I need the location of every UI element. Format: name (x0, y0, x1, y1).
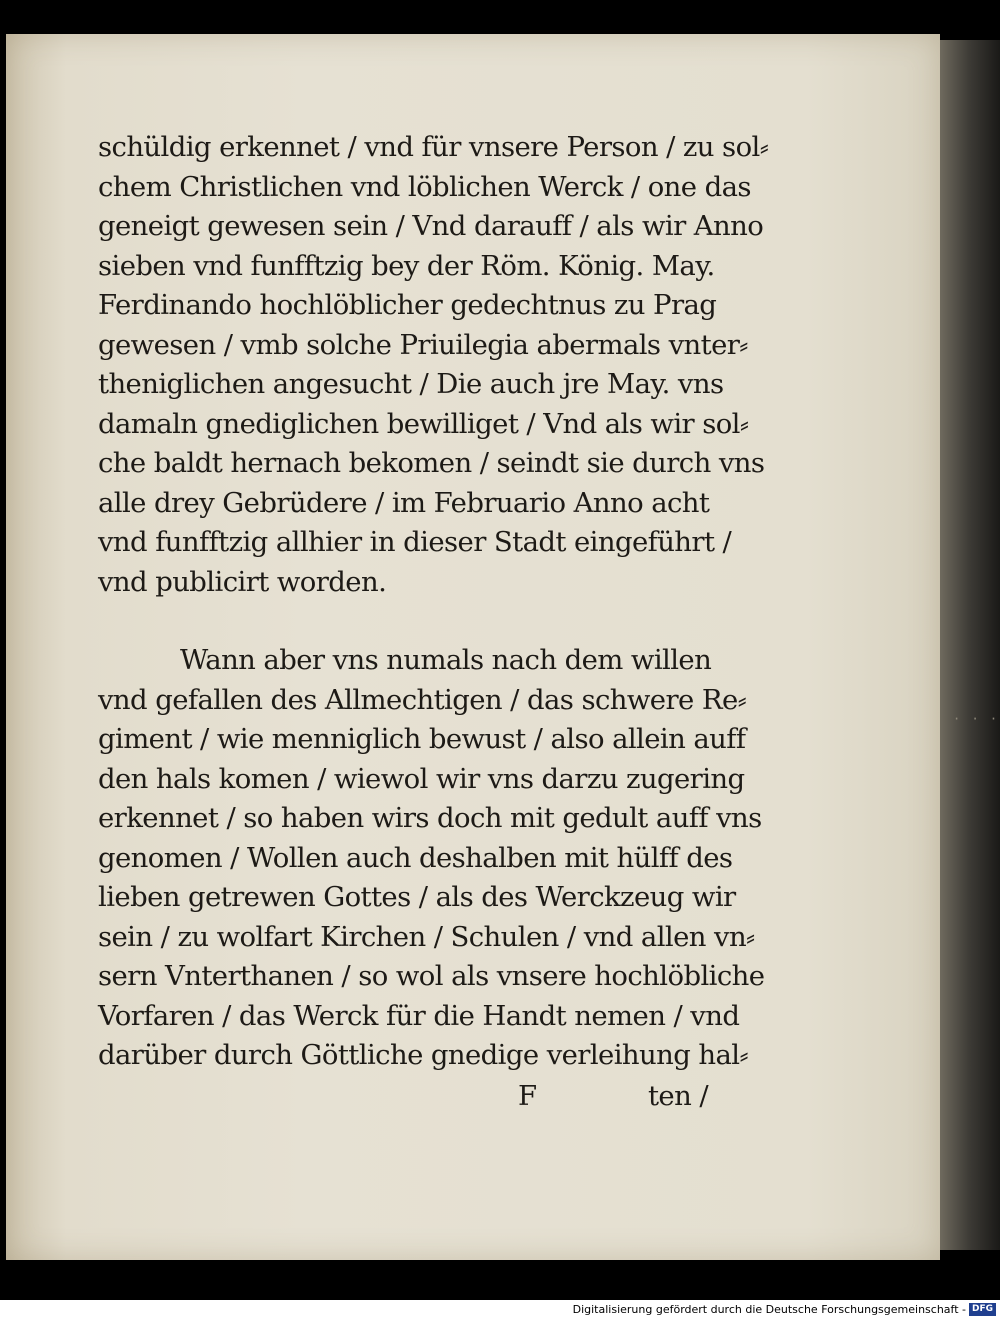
page-text (98, 128, 769, 1116)
text-line: Ferdinando hochlöblicher gedechtnus zu Prag (98, 289, 717, 321)
text-line: den hals komen / wiewol wir vns darzu zugering (98, 762, 745, 795)
text-line: sern Vnterthanen / so wol als vnsere hochlöbliche (98, 960, 765, 992)
paragraph-1 (98, 128, 769, 602)
page-edge-marks: · · · (953, 712, 1000, 726)
catchword: ten / (647, 1079, 708, 1112)
catch-line (98, 1076, 728, 1116)
signature-mark: F (518, 1079, 537, 1112)
text-line: lieben getrewen Gottes / als des Werckzeug wir (98, 881, 736, 913)
text-line: vnd publicirt worden. (98, 565, 387, 598)
text-line: sein / zu wolfart Kirchen / Schulen / vnd allen vn⸗ (98, 920, 755, 953)
text-line: geneigt gewesen sein / Vnd darauff / als wir Anno (98, 210, 764, 242)
text-line: schüldig erkennet / vnd für vnsere Person / zu sol⸗ (98, 131, 769, 163)
text-line: alle drey Gebrüdere / im Februario Anno acht (98, 486, 710, 519)
text-line: vnd funfftzig allhier in dieser Stadt eingeführt / (98, 526, 732, 558)
scanned-page (6, 34, 940, 1260)
text-line: sieben vnd funfftzig bey der Röm. König. May. (98, 249, 715, 282)
paragraph-2 (98, 641, 765, 1076)
text-line: theniglichen angesucht / Die auch jre May. vns (98, 368, 724, 400)
dfg-logo: DFG (969, 1303, 996, 1316)
text-line: Vorfaren / das Werck für die Handt nemen / vnd (98, 999, 740, 1032)
text-line: gewesen / vmb solche Priuilegia abermals vnter⸗ (98, 328, 748, 361)
text-line: chem Christlichen vnd löblichen Werck / one das (98, 170, 751, 203)
text-line: che baldt hernach bekomen / seindt sie durch vns (98, 447, 765, 479)
text-line: vnd gefallen des Allmechtigen / das schwere Re⸗ (98, 683, 747, 716)
text-line: damaln gnediglichen bewilliget / Vnd als wir sol⸗ (98, 407, 749, 440)
text-line: erkennet / so haben wirs doch mit gedult auff vns (98, 802, 762, 834)
funding-notice: Digitalisierung gefördert durch die Deutsche Forschungsgemeinschaft - (572, 1303, 966, 1316)
text-line: giment / wie menniglich bewust / also allein auff (98, 723, 746, 755)
text-line: darüber durch Göttliche gnedige verleihung hal⸗ (98, 1039, 749, 1071)
text-line: genomen / Wollen auch deshalben mit hülff des (98, 841, 733, 874)
book-edge-shadow (940, 40, 1000, 1250)
text-line: Wann aber vns numals nach dem willen (180, 644, 712, 676)
